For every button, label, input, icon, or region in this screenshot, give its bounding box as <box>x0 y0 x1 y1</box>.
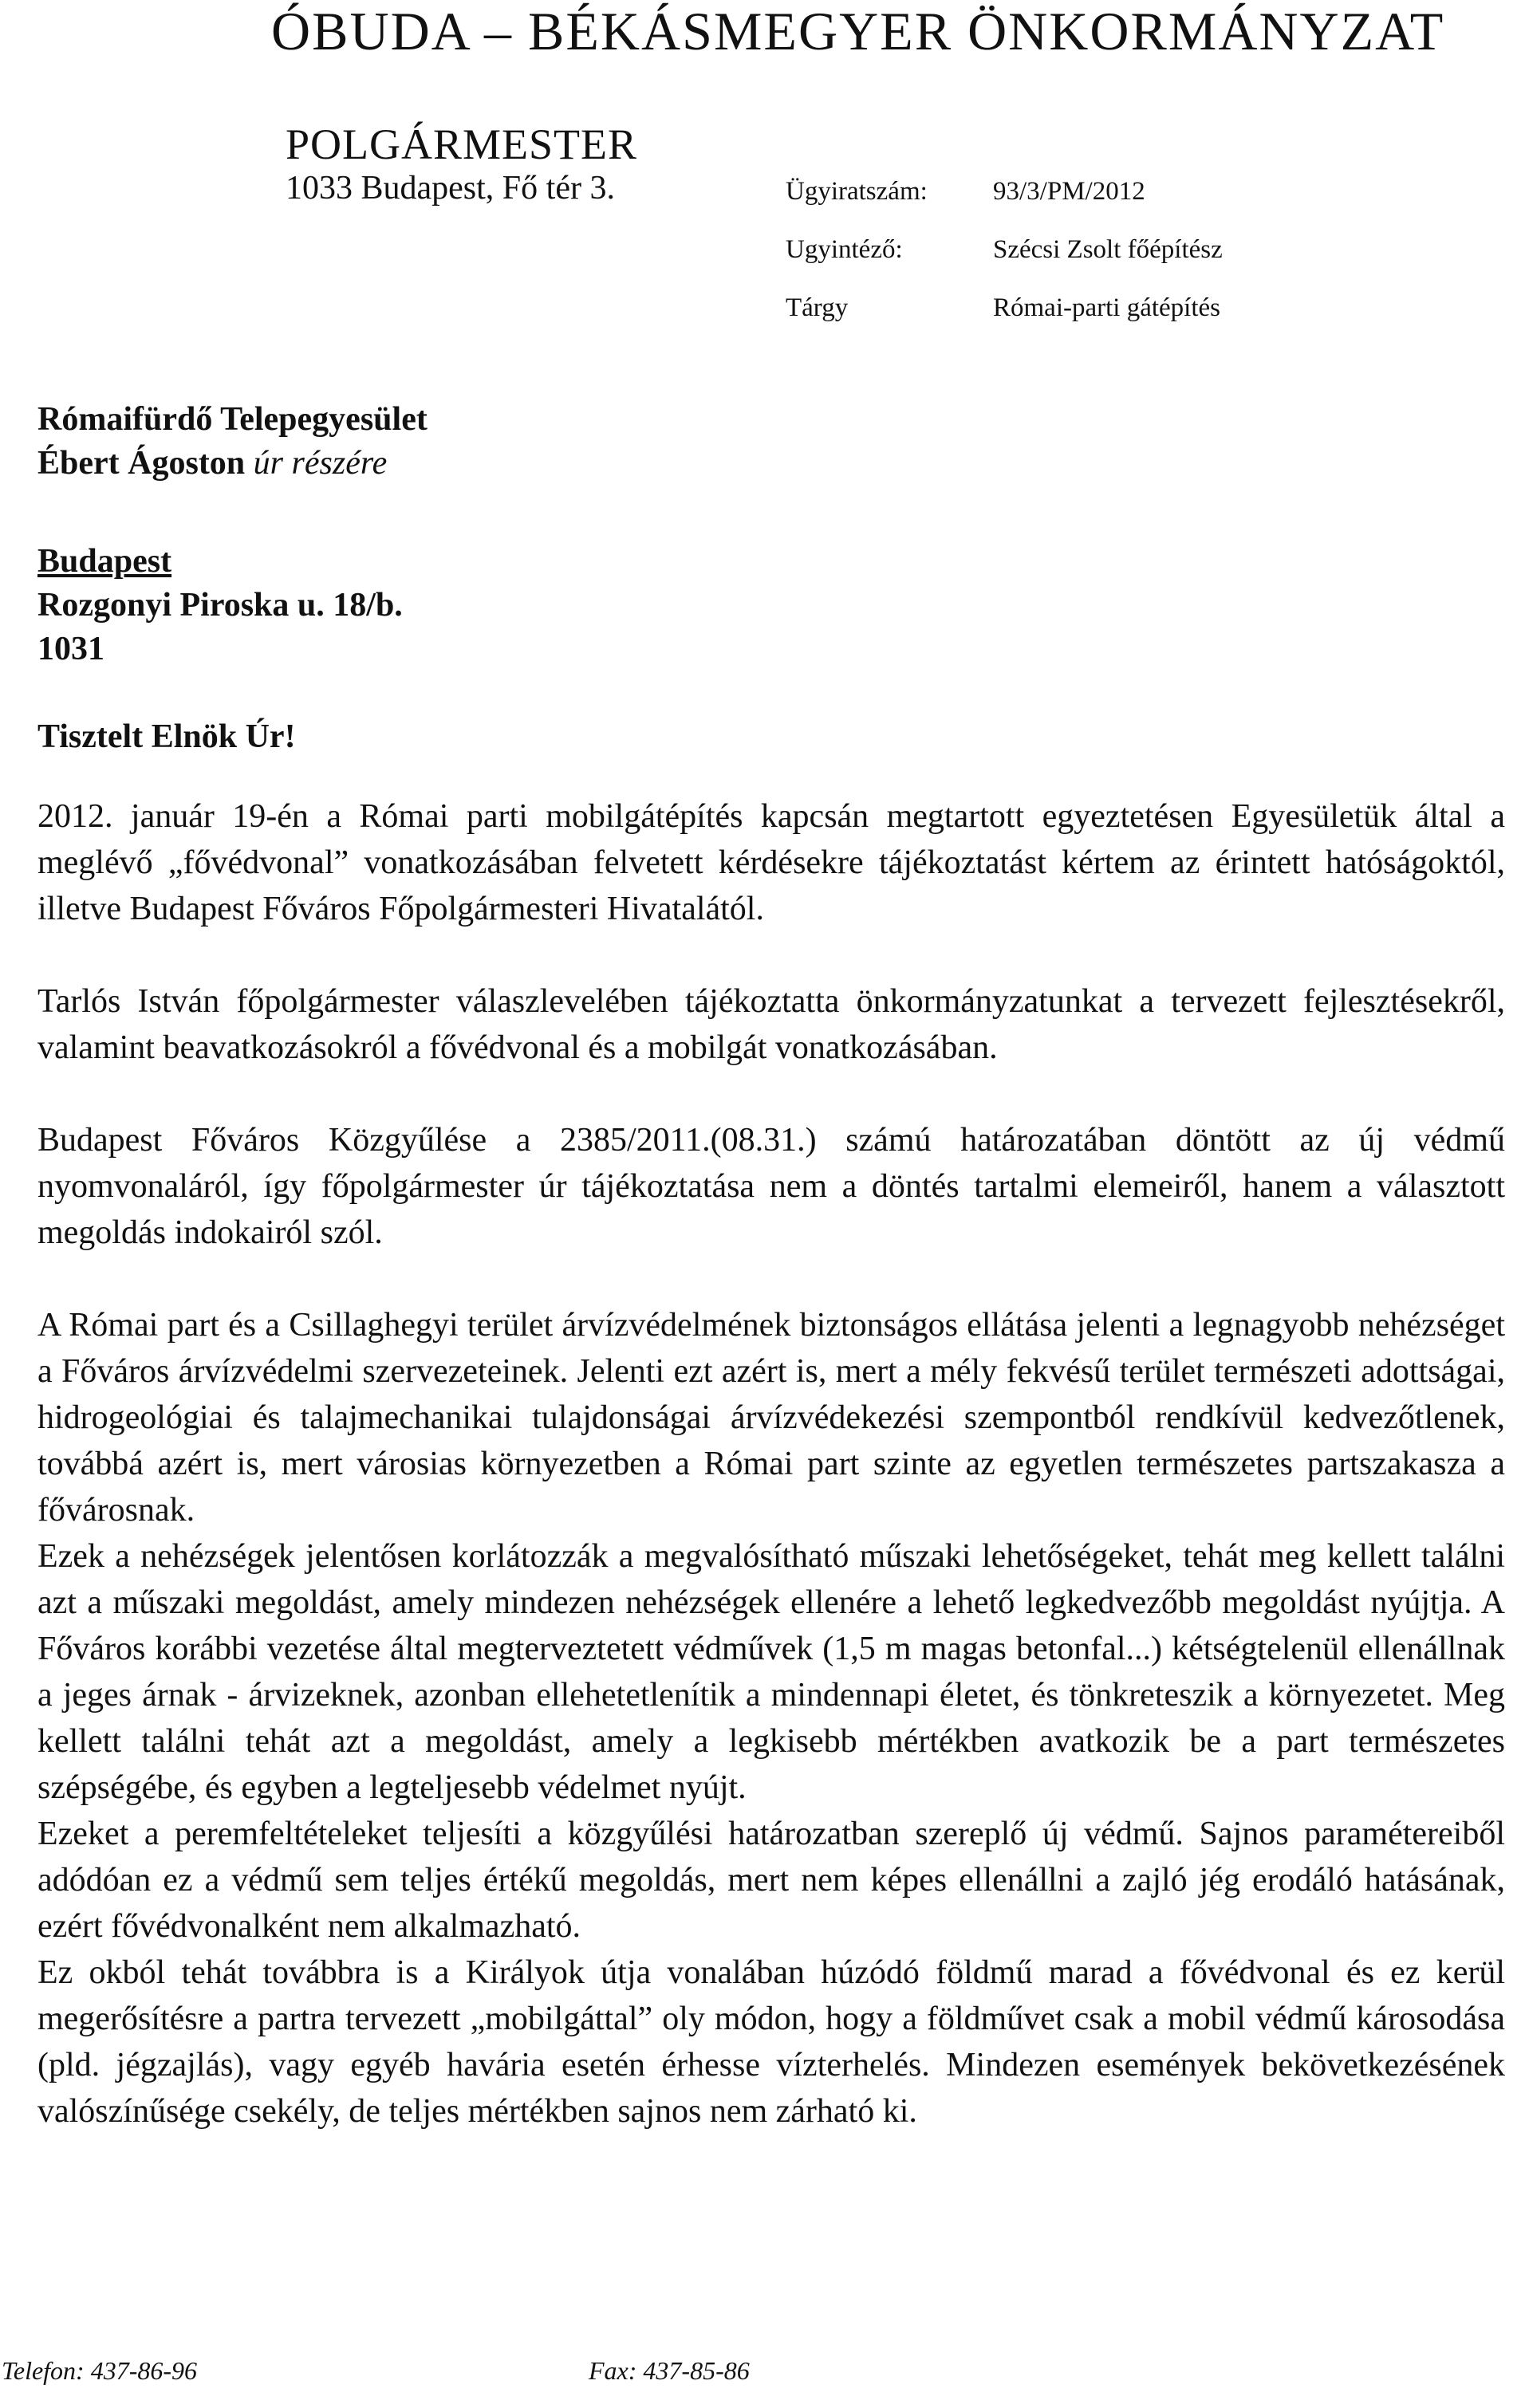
footer-phone: Telefon: 437-86-96 <box>2 2356 198 2385</box>
paragraph-6: Ezeket a peremfeltételeket teljesíti a közgyűlési határozatban szereplő új védmű. Sajnos paramétereiből adódóan ez a védmű sem teljes értékű megoldás, mert nem képes ellenállni a zajló jég erodáló hatásának, ezért fővédvonalként nem alkalmazható. <box>37 1816 1505 1945</box>
recipient-organization: Rómaifürdő Telepegyesület <box>37 401 428 438</box>
recipient-city: Budapest <box>37 543 172 580</box>
organization-title: ÓBUDA – BÉKÁSMEGYER ÖNKORMÁNYZAT <box>271 1 1445 61</box>
recipient-name-line <box>37 444 387 482</box>
subject-value: Római-parti gátépítés <box>993 293 1220 322</box>
subject-label: Tárgy <box>786 293 849 322</box>
paragraph-2: Tarlós István főpolgármester válaszlevelében tájékoztatta önkormányzatunkat a tervezett fejlesztésekről, valamint beavatkozásokról a fővédvonal és a mobilgát vonatkozásában. <box>37 983 1505 1066</box>
case-number-label: Ügyiratszám: <box>786 177 928 206</box>
administrator-value: Szécsi Zsolt főépítész <box>993 235 1223 264</box>
paragraph-7: Ez okból tehát továbbra is a Királyok útja vonalában húzódó földmű marad a fővédvonal és ez kerül megerősítésre a partra tervezett „mobilgáttal” oly módon, hogy a földművet csak a mobil védmű károsodása (pld. jégzajlás), vagy egyéb havária esetén érhesse vízterhelés. Mindezen események bekövetkezésének valószínűsége csekély, de teljes mértékben sajnos nem zárható ki. <box>37 1954 1505 2130</box>
greeting: Tisztelt Elnök Úr! <box>37 718 296 755</box>
recipient-zip: 1031 <box>37 631 104 667</box>
footer-fax: Fax: 437-85-86 <box>589 2356 750 2385</box>
recipient-name-suffix: úr részére <box>253 445 388 482</box>
letter-body <box>37 793 1505 2135</box>
office-address: 1033 Budapest, Fő tér 3. <box>286 170 615 207</box>
recipient-name: Ébert Ágoston <box>37 445 246 482</box>
administrator-label: Ugyintéző: <box>786 235 903 264</box>
paragraph-1: 2012. január 19-én a Római parti mobilgátépítés kapcsán megtartott egyeztetésen Egyesületük által a meglévő „fővédvonal” vonatkozásában felvetett kérdésekre tájékoztatást kértem az érintett hatóságoktól, illetve Budapest Főváros Főpolgármesteri Hivatalától. <box>37 798 1505 927</box>
paragraph-5: Ezek a nehézségek jelentősen korlátozzák a megvalósítható műszaki lehetőségeket, tehát meg kellett találni azt a műszaki megoldást, amely mindezen nehézségek ellenére a lehető legkedvezőbb megoldást nyújtja. A Főváros korábbi vezetése által megterveztetett védművek (1,5 m magas betonfal...) kétségtelenül ellenállnak a jeges árnak - árvizeknek, azonban ellehetetlenítik a mindennapi életet, és tönkreteszik a környezetet. Meg kellett találni tehát azt a megoldást, amely a legkisebb mértékben avatkozik be a part természetes szépségébe, és egyben a legteljesebb védelmet nyújt. <box>37 1538 1505 1806</box>
case-number-value: 93/3/PM/2012 <box>993 177 1145 206</box>
paragraph-4: A Római part és a Csillaghegyi terület árvízvédelmének biztonságos ellátása jelenti a legnagyobb nehézséget a Főváros árvízvédelmi szervezeteinek. Jelenti ezt azért is, mert a mély fekvésű terület természeti adottságai, hidrogeológiai és talajmechanikai tulajdonságai árvízvédekezési szempontból rendkívül kedvezőtlenek, továbbá azért is, mert városias környezetben a Római part szinte az egyetlen természetes partszakasza a fővárosnak. <box>37 1307 1505 1529</box>
paragraph-3: Budapest Főváros Közgyűlése a 2385/2011.(08.31.) számú határozatában döntött az új védmű nyomvonaláról, így főpolgármester úr tájékoztatása nem a döntés tartalmi elemeiről, hanem a választott megoldás indokairól szól. <box>37 1122 1505 1251</box>
office-title: POLGÁRMESTER <box>286 120 638 168</box>
recipient-street: Rozgonyi Piroska u. 18/b. <box>37 587 403 624</box>
